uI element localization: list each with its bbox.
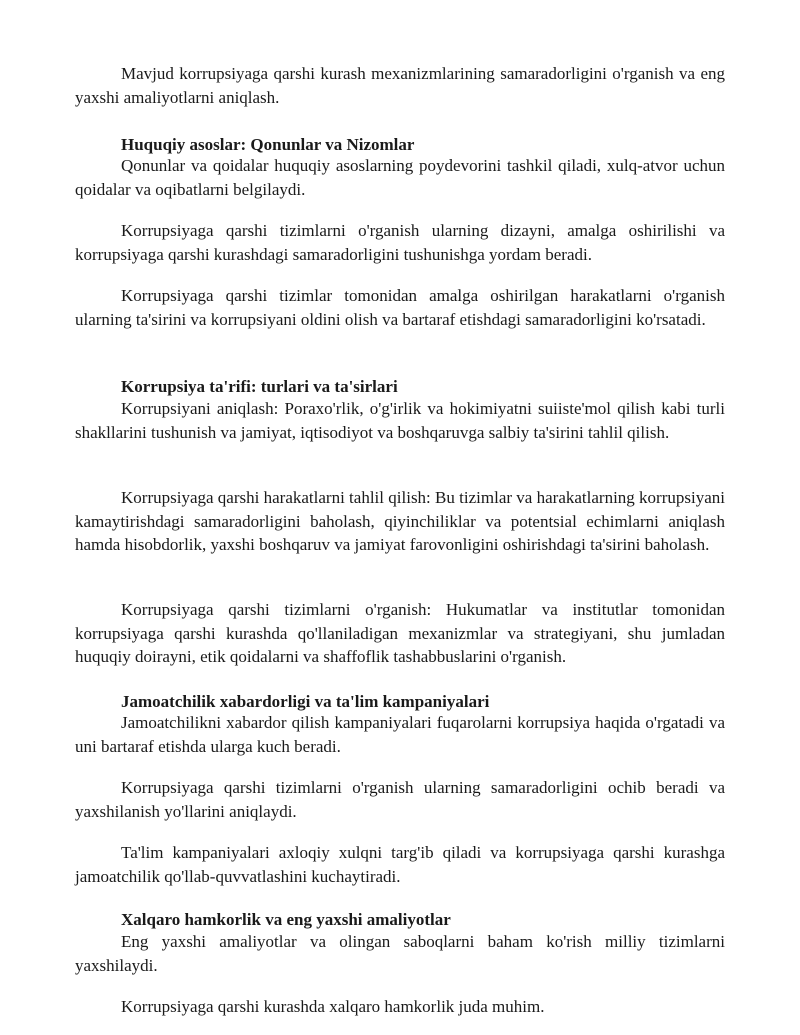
section-heading <box>75 133 725 157</box>
paragraph-text: Korrupsiyani aniqlash: Poraxo'rlik, o'g'irlik va hokimiyatni suiiste'mol qilish kabi turli shakllarini tushunish va jamiyat, iqtisodiyot va boshqaruvga salbiy ta'sirini tahlil qilish. <box>75 399 725 442</box>
paragraph <box>75 62 725 109</box>
paragraph <box>75 284 725 331</box>
paragraph-text: Korrupsiyaga qarshi harakatlarni tahlil qilish: Bu tizimlar va harakatlarning korrupsiyani kamaytirishdagi samaradorligini baholash, qiyinchiliklar va potentsial echimlarni aniqlash hamda hisobdorlik, yaxshi boshqaruv va jamiyat farovonligini oshirishdagi ta'sirini baholash. <box>75 488 725 554</box>
paragraph <box>75 995 725 1019</box>
paragraph <box>75 598 725 669</box>
paragraph-text: Korrupsiyaga qarshi tizimlar tomonidan amalga oshirilgan harakatlarni o'rganish ularning ta'sirini va korrupsiyani oldini olish va bartaraf etishdagi samaradorligini ko'rsatadi. <box>75 286 725 329</box>
paragraph-text: Eng yaxshi amaliyotlar va olingan saboqlarni baham ko'rish milliy tizimlarni yaxshilaydi. <box>75 932 725 975</box>
section-heading <box>75 375 725 399</box>
paragraph-text: Qonunlar va qoidalar huquqiy asoslarning poydevorini tashkil qiladi, xulq-atvor uchun qoidalar va oqibatlarni belgilaydi. <box>75 156 725 199</box>
paragraph-text: Ta'lim kampaniyalari axloqiy xulqni targ'ib qiladi va korrupsiyaga qarshi kurashga jamoatchilik qo'llab-quvvatlashini kuchaytiradi. <box>75 843 725 886</box>
heading-text: Korrupsiya ta'rifi: turlari va ta'sirlari <box>121 377 398 396</box>
heading-text: Jamoatchilik xabardorligi va ta'lim kampaniyalari <box>121 692 490 711</box>
paragraph <box>75 397 725 444</box>
paragraph <box>75 930 725 977</box>
paragraph-text: Korrupsiyaga qarshi tizimlarni o'rganish: Hukumatlar va institutlar tomonidan korrupsiyaga qarshi kurashda qo'llaniladigan mexanizmlar va strategiyani, shu jumladan huquqiy doirayni, etik qoidalarni va shaffoflik tashabbuslarini o'rganish. <box>75 600 725 666</box>
paragraph-text: Jamoatchilikni xabardor qilish kampaniyalari fuqarolarni korrupsiya haqida o'rgatadi va uni bartaraf etishda ularga kuch beradi. <box>75 713 725 756</box>
section-heading <box>75 690 725 714</box>
paragraph-text: Korrupsiyaga qarshi kurashda xalqaro hamkorlik juda muhim. <box>121 997 545 1016</box>
paragraph <box>75 776 725 823</box>
paragraph <box>75 486 725 557</box>
paragraph <box>75 841 725 888</box>
section-heading <box>75 908 725 932</box>
paragraph-text: Korrupsiyaga qarshi tizimlarni o'rganish ularning dizayni, amalga oshirilishi va korrupsiyaga qarshi kurashdagi samaradorligini tushunishga yordam beradi. <box>75 221 725 264</box>
paragraph-text: Korrupsiyaga qarshi tizimlarni o'rganish ularning samaradorligini ochib beradi va yaxshilanish yo'llarini aniqlaydi. <box>75 778 725 821</box>
heading-text: Xalqaro hamkorlik va eng yaxshi amaliyotlar <box>121 910 451 929</box>
paragraph <box>75 154 725 201</box>
paragraph <box>75 711 725 758</box>
paragraph <box>75 219 725 266</box>
paragraph-text: Mavjud korrupsiyaga qarshi kurash mexanizmlarining samaradorligini o'rganish va eng yaxshi amaliyotlarni aniqlash. <box>75 64 725 107</box>
heading-text: Huquqiy asoslar: Qonunlar va Nizomlar <box>121 135 415 154</box>
